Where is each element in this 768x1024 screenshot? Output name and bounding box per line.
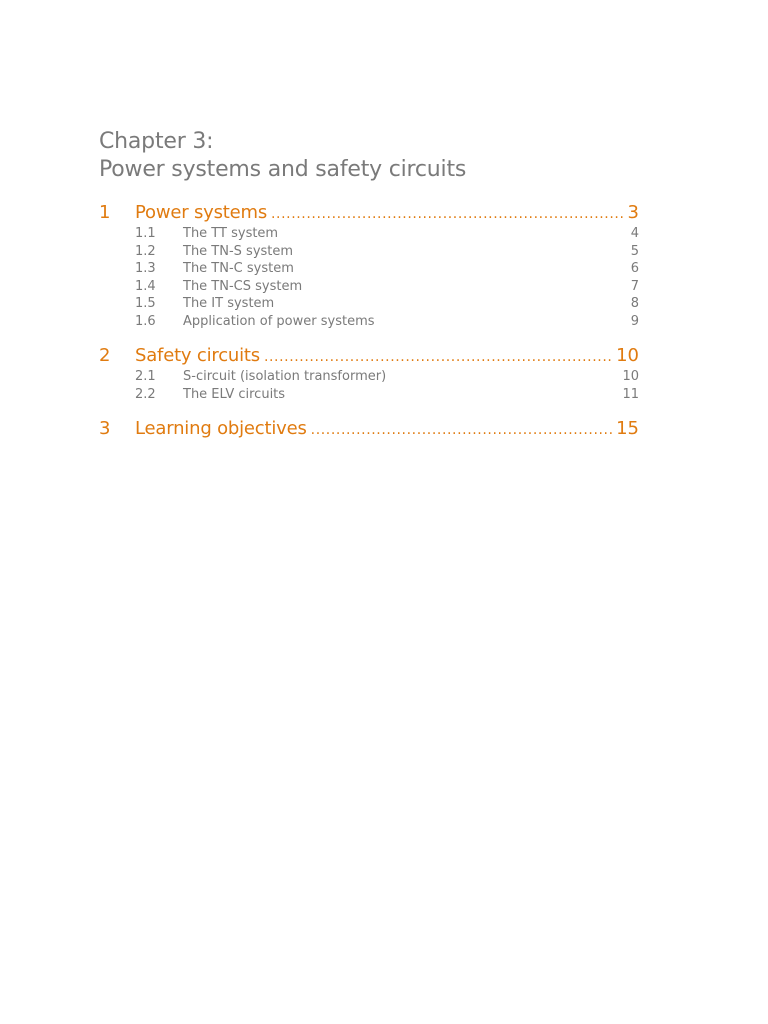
toc-section-row[interactable] bbox=[99, 201, 639, 225]
toc-section bbox=[99, 417, 639, 441]
subsection-list bbox=[99, 225, 639, 330]
subsection-title: The TN-C system bbox=[183, 261, 294, 276]
subsection-number: 2.2 bbox=[135, 386, 156, 402]
subsection-number: 1.4 bbox=[135, 278, 156, 294]
subsection-title: The TN-CS system bbox=[183, 278, 303, 294]
section-number: 2 bbox=[99, 345, 111, 366]
section-number: 1 bbox=[99, 202, 111, 223]
toc-section-row[interactable] bbox=[99, 417, 639, 441]
section-number: 3 bbox=[99, 418, 111, 439]
section-title: Power systems bbox=[135, 202, 267, 223]
subsection-page-number: 10 bbox=[622, 369, 639, 384]
subsection-page-number: 9 bbox=[630, 313, 639, 329]
subsection-list bbox=[99, 368, 639, 403]
toc-subsection-row[interactable] bbox=[99, 295, 639, 313]
subsection-number: 1.1 bbox=[135, 226, 156, 241]
chapter-heading bbox=[99, 128, 639, 184]
section-page-number: 10 bbox=[616, 345, 639, 366]
subsection-title: The TT system bbox=[183, 226, 279, 241]
table-of-contents bbox=[99, 201, 639, 441]
dot-leader bbox=[271, 202, 624, 226]
section-page-number: 3 bbox=[627, 202, 639, 223]
section-title: Safety circuits bbox=[135, 345, 260, 366]
toc-section-row[interactable] bbox=[99, 344, 639, 368]
toc-subsection-row[interactable] bbox=[99, 243, 639, 261]
subsection-page-number: 6 bbox=[630, 261, 639, 276]
chapter-label: Chapter 3: bbox=[99, 129, 214, 154]
subsection-page-number: 5 bbox=[630, 243, 639, 259]
subsection-title: S-circuit (isolation transformer) bbox=[183, 369, 387, 384]
subsection-page-number: 4 bbox=[630, 226, 639, 241]
toc-subsection-row[interactable] bbox=[99, 386, 639, 404]
toc-subsection-row[interactable] bbox=[99, 225, 639, 243]
chapter-title: Power systems and safety circuits bbox=[99, 157, 467, 182]
subsection-number: 1.3 bbox=[135, 261, 156, 276]
toc-section bbox=[99, 201, 639, 330]
section-page-number: 15 bbox=[616, 418, 639, 439]
subsection-title: The ELV circuits bbox=[183, 386, 286, 402]
toc-subsection-row[interactable] bbox=[99, 368, 639, 386]
subsection-page-number: 8 bbox=[630, 296, 639, 311]
dot-leader bbox=[311, 418, 612, 442]
subsection-number: 1.6 bbox=[135, 313, 156, 329]
subsection-title: The IT system bbox=[183, 296, 275, 311]
toc-subsection-row[interactable] bbox=[99, 313, 639, 331]
subsection-number: 1.5 bbox=[135, 296, 156, 311]
section-title: Learning objectives bbox=[135, 418, 307, 439]
subsection-page-number: 11 bbox=[622, 386, 639, 402]
dot-leader bbox=[264, 345, 612, 369]
subsection-title: The TN-S system bbox=[183, 243, 294, 259]
document-page bbox=[99, 128, 639, 455]
toc-subsection-row[interactable] bbox=[99, 260, 639, 278]
subsection-number: 2.1 bbox=[135, 369, 156, 384]
toc-section bbox=[99, 344, 639, 403]
subsection-number: 1.2 bbox=[135, 243, 156, 259]
subsection-page-number: 7 bbox=[630, 278, 639, 294]
toc-subsection-row[interactable] bbox=[99, 278, 639, 296]
subsection-title: Application of power systems bbox=[183, 313, 375, 329]
